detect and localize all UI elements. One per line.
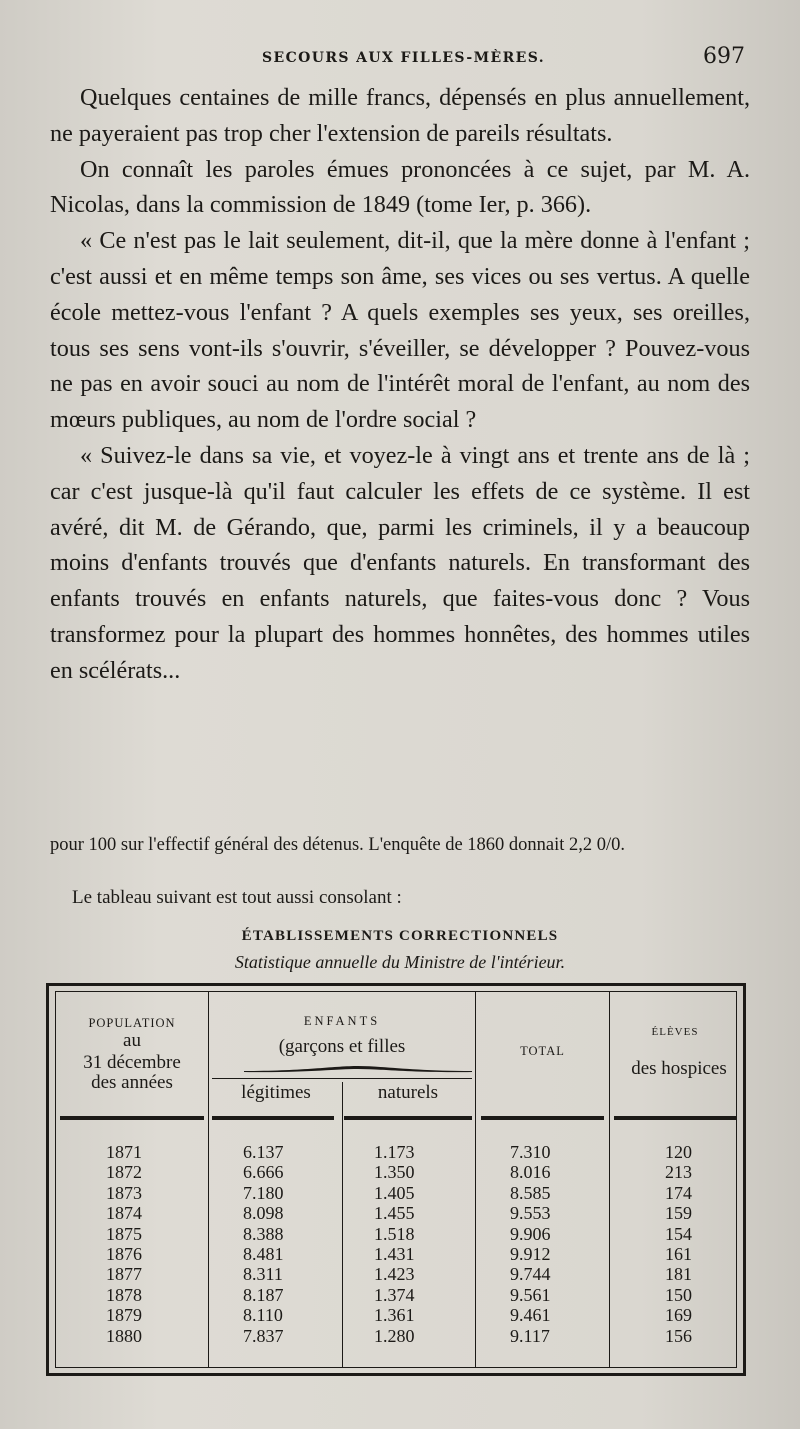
table-cell: 9.117 — [510, 1325, 550, 1346]
table-cell: 150 — [665, 1284, 692, 1305]
header-rule — [344, 1116, 472, 1120]
table-cell: 8.110 — [243, 1305, 283, 1326]
table-cell: 213 — [665, 1162, 692, 1183]
header-total: TOTAL — [520, 1044, 565, 1058]
table-cell: 161 — [665, 1243, 692, 1264]
naturels-column — [374, 1142, 434, 1346]
table-cell: 1.405 — [374, 1182, 415, 1203]
page-header — [0, 40, 800, 80]
table-cell: 181 — [665, 1264, 692, 1285]
table-cell: 1872 — [106, 1162, 142, 1183]
header-population: POPULATION — [88, 1016, 176, 1030]
header-legitimes: légitimes — [241, 1082, 311, 1103]
table-cell: 1.173 — [374, 1142, 415, 1162]
column-divider — [208, 992, 209, 1367]
header-garcons-filles: (garçons et filles — [278, 1036, 406, 1057]
table-cell: 120 — [665, 1142, 692, 1162]
table-cell: 7.837 — [243, 1325, 284, 1346]
column-divider — [609, 992, 610, 1367]
table-cell: 9.561 — [510, 1284, 551, 1305]
header-naturels: naturels — [377, 1082, 439, 1103]
table-cell: 174 — [665, 1182, 692, 1203]
table-cell: 1873 — [106, 1182, 142, 1203]
table-cell: 7.180 — [243, 1182, 284, 1203]
table-cell: 1880 — [106, 1325, 142, 1346]
table-cell: 1871 — [106, 1142, 142, 1162]
header-population-au: au — [123, 1030, 141, 1051]
table-cell: 1.361 — [374, 1305, 415, 1326]
table-cell: 9.461 — [510, 1305, 551, 1326]
table-cell: 1876 — [106, 1243, 142, 1264]
header-rule — [481, 1116, 604, 1120]
table-cell: 1.280 — [374, 1325, 415, 1346]
header-rule — [60, 1116, 204, 1120]
table-cell: 9.906 — [510, 1223, 551, 1244]
table-cell: 1877 — [106, 1264, 142, 1285]
paragraph: « Suivez-le dans sa vie, et voyez-le à vingt ans et trente ans de là ; car c'est jusque-là qu'il faut calculer les effets de ce système. Il est avéré, dit M. de Gérando, que, parmi les criminels, il y a beaucoup moins d'enfants trouvés que d'enfants naturels. En transformant des enfants trouvés en enfants naturels, que faites-vous donc ? Vous transformez pour la plupart des hommes honnêtes, des hommes utiles en scélérats... — [50, 441, 750, 684]
total-column — [510, 1142, 570, 1346]
subheader-rule — [212, 1078, 472, 1079]
table-cell: 169 — [665, 1305, 692, 1326]
table-cell: 7.310 — [510, 1142, 551, 1162]
column-divider — [342, 1082, 343, 1367]
table-title: ÉTABLISSEMENTS CORRECTIONNELS — [241, 928, 559, 944]
table-cell: 9.553 — [510, 1203, 551, 1224]
table-cell: 159 — [665, 1203, 692, 1224]
years-column — [106, 1142, 156, 1346]
header-rule — [212, 1116, 334, 1120]
table-cell: 1878 — [106, 1284, 142, 1305]
table-cell: 8.585 — [510, 1182, 551, 1203]
table-cell: 154 — [665, 1223, 692, 1244]
table-subtitle: Statistique annuelle du Ministre de l'intérieur. — [234, 952, 566, 972]
header-enfants: ENFANTS — [303, 1014, 381, 1028]
table-cell: 1.455 — [374, 1203, 415, 1224]
table-cell: 6.666 — [243, 1162, 284, 1183]
table-cell: 1.431 — [374, 1243, 415, 1264]
page-number: 697 — [703, 44, 745, 69]
table-cell: 1875 — [106, 1223, 142, 1244]
running-title: SECOURS AUX FILLES-MÈRES. — [262, 50, 545, 66]
body-text — [50, 80, 750, 689]
footnote-text: pour 100 sur l'effectif général des détenus. L'enquête de 1860 donnait 2,2 0/0. — [50, 835, 626, 855]
table-cell: 8.187 — [243, 1284, 284, 1305]
table-cell: 1.350 — [374, 1162, 415, 1183]
header-population-years: des années — [91, 1072, 173, 1093]
table-cell: 8.481 — [243, 1243, 284, 1264]
table-cell: 1.374 — [374, 1284, 415, 1305]
table-cell: 156 — [665, 1325, 692, 1346]
table-cell: 1874 — [106, 1203, 142, 1224]
header-hospices: des hospices — [631, 1058, 727, 1079]
table-cell: 9.744 — [510, 1264, 551, 1285]
paragraph: Quelques centaines de mille francs, dépensés en plus annuellement, ne payeraient pas trop cher l'extension de pareils résultats. — [50, 84, 750, 147]
table-cell: 8.388 — [243, 1223, 284, 1244]
legitimes-column — [243, 1142, 303, 1346]
table-cell: 8.098 — [243, 1203, 284, 1224]
ornament-swoosh — [244, 1064, 472, 1074]
table-cell: 8.311 — [243, 1264, 283, 1285]
paragraph: On connaît les paroles émues prononcées à ce sujet, par M. A. Nicolas, dans la commission de 1849 (tome Ier, p. 366). — [50, 155, 750, 219]
table-cell: 1.518 — [374, 1223, 415, 1244]
header-eleves: ÉLÈVES — [651, 1026, 699, 1038]
table-cell: 9.912 — [510, 1243, 551, 1264]
table-intro: Le tableau suivant est tout aussi consolant : — [72, 887, 402, 908]
table-cell: 1.423 — [374, 1264, 415, 1285]
eleves-column — [652, 1142, 692, 1346]
table-cell: 6.137 — [243, 1142, 284, 1162]
header-population-date: 31 décembre — [83, 1052, 181, 1073]
paragraph: « Ce n'est pas le lait seulement, dit-il, que la mère donne à l'enfant ; c'est aussi et en même temps son âme, ses vices ou ses vertus. A quelle école mettez-vous l'enfant ? A quels exemples ses yeux, ses oreilles, tous ses sens vont-ils s'ouvrir, s'éveiller, se développer ? Pouvez-vous ne pas en avoir souci au nom de l'intérêt moral de l'enfant, au nom des mœurs publiques, au nom de l'ordre social ? — [50, 227, 750, 434]
table-cell: 8.016 — [510, 1162, 551, 1183]
header-rule — [614, 1116, 736, 1120]
table-cell: 1879 — [106, 1305, 142, 1326]
column-divider — [475, 992, 476, 1367]
